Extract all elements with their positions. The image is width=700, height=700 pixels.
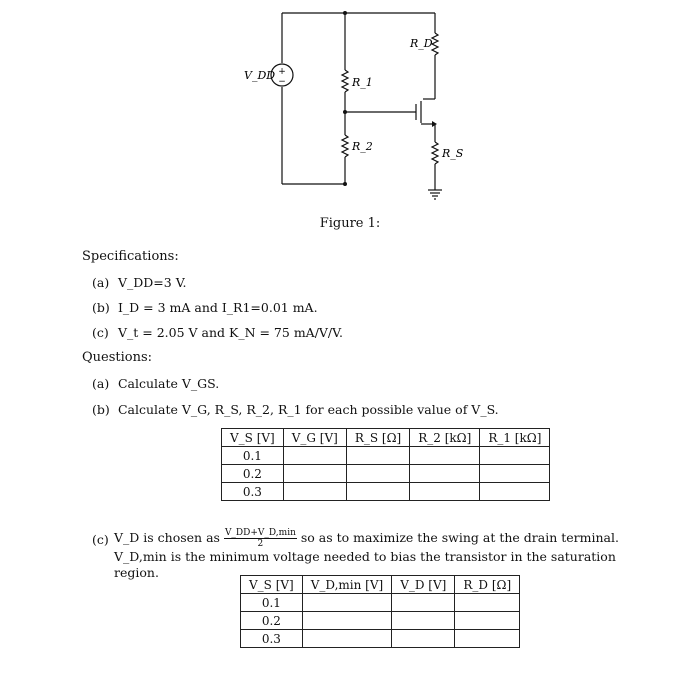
table-header: R_2 [kΩ] [410,429,480,447]
spec-label-c: (c) [92,325,109,340]
specifications-heading: Specifications: [82,249,179,264]
question-item-c-label [92,532,114,547]
table-header: R_S [Ω] [346,429,409,447]
label-rs: R_S [442,147,464,160]
table-header-row [222,429,550,447]
table-row [222,483,550,501]
question-label-b: (b) [92,402,110,417]
table-cell [302,612,391,630]
spec-text-b: I_D = 3 mA and I_R1=0.01 mA. [117,300,318,315]
table-cell [455,630,520,648]
table-vg-rs-r2-r1 [221,428,550,501]
table-row [241,612,520,630]
fraction-numerator: V_DD+V_D,min [224,528,296,538]
table-cell: 0.2 [222,465,284,483]
table-header: R_D [Ω] [455,576,520,594]
table-cell [480,447,550,465]
table-header: V_D [V] [392,576,455,594]
question-text-b: Calculate V_G, R_S, R_2, R_1 for each possible value of V_S. [117,402,499,417]
table-cell [392,630,455,648]
resistor-r2 [342,135,348,157]
resistor-rs [432,142,438,164]
fraction-denominator: 2 [257,539,264,549]
table-row [222,465,550,483]
label-r1: R_1 [352,76,373,89]
table-header: V_G [V] [283,429,346,447]
table-cell [392,594,455,612]
table-header: V_D,min [V] [302,576,391,594]
table-row [241,630,520,648]
table-header: R_1 [kΩ] [480,429,550,447]
table-cell [480,483,550,501]
junction-dot [343,182,347,186]
table-cell [283,465,346,483]
question-c-text-after: so as to maximize the swing at the drain terminal. V_D,min is the minimum voltage needed to bias the transistor in the saturation region. [114,530,619,580]
table-row [241,594,520,612]
table-row [222,447,550,465]
spec-item-b [92,300,318,315]
table-cell: 0.1 [241,594,303,612]
question-text-a: Calculate V_GS. [117,376,220,391]
table-cell [346,465,409,483]
junction-dot [343,110,347,114]
table-cell [410,447,480,465]
circuit-diagram [0,0,700,210]
table-cell: 0.2 [241,612,303,630]
question-item-b [92,402,499,417]
spec-item-a [92,275,187,290]
questions-heading: Questions: [82,350,153,365]
question-c-text-before: V_D is chosen as [114,530,220,545]
table-cell: 0.3 [241,630,303,648]
table-cell: 0.1 [222,447,284,465]
table-cell [302,594,391,612]
table-cell [455,594,520,612]
label-rd: R_D [410,37,433,50]
table-cell: 0.3 [222,483,284,501]
table-cell [302,630,391,648]
label-r2: R_2 [352,140,373,153]
figure-caption: Figure 1: [319,216,381,231]
question-label-c: (c) [92,532,109,547]
spec-label-a: (a) [92,275,110,290]
table-cell [346,483,409,501]
table-cell [455,612,520,630]
table-header: V_S [V] [222,429,284,447]
table-cell [480,465,550,483]
table-cell [392,612,455,630]
table-header-row [241,576,520,594]
spec-text-a: V_DD=3 V. [117,275,187,290]
resistor-r1 [342,70,348,92]
table-cell [283,447,346,465]
table-cell [410,465,480,483]
label-vdd: V_DD [244,69,276,82]
source-minus: − [278,77,286,87]
question-label-a: (a) [92,376,110,391]
spec-text-c: V_t = 2.05 V and K_N = 75 mA/V/V. [117,325,343,340]
table-cell [346,447,409,465]
junction-dot [343,11,347,15]
source-plus: + [278,67,286,77]
table-header: V_S [V] [241,576,303,594]
table-vdmin-vd-rd [240,575,520,648]
spec-item-c [92,325,343,340]
spec-label-b: (b) [92,300,110,315]
question-item-a [92,376,219,391]
question-item-c [114,528,634,581]
vd-fraction [224,528,297,549]
table-cell [283,483,346,501]
resistor-rd [432,33,438,55]
ground-icon [428,184,442,199]
table-cell [410,483,480,501]
